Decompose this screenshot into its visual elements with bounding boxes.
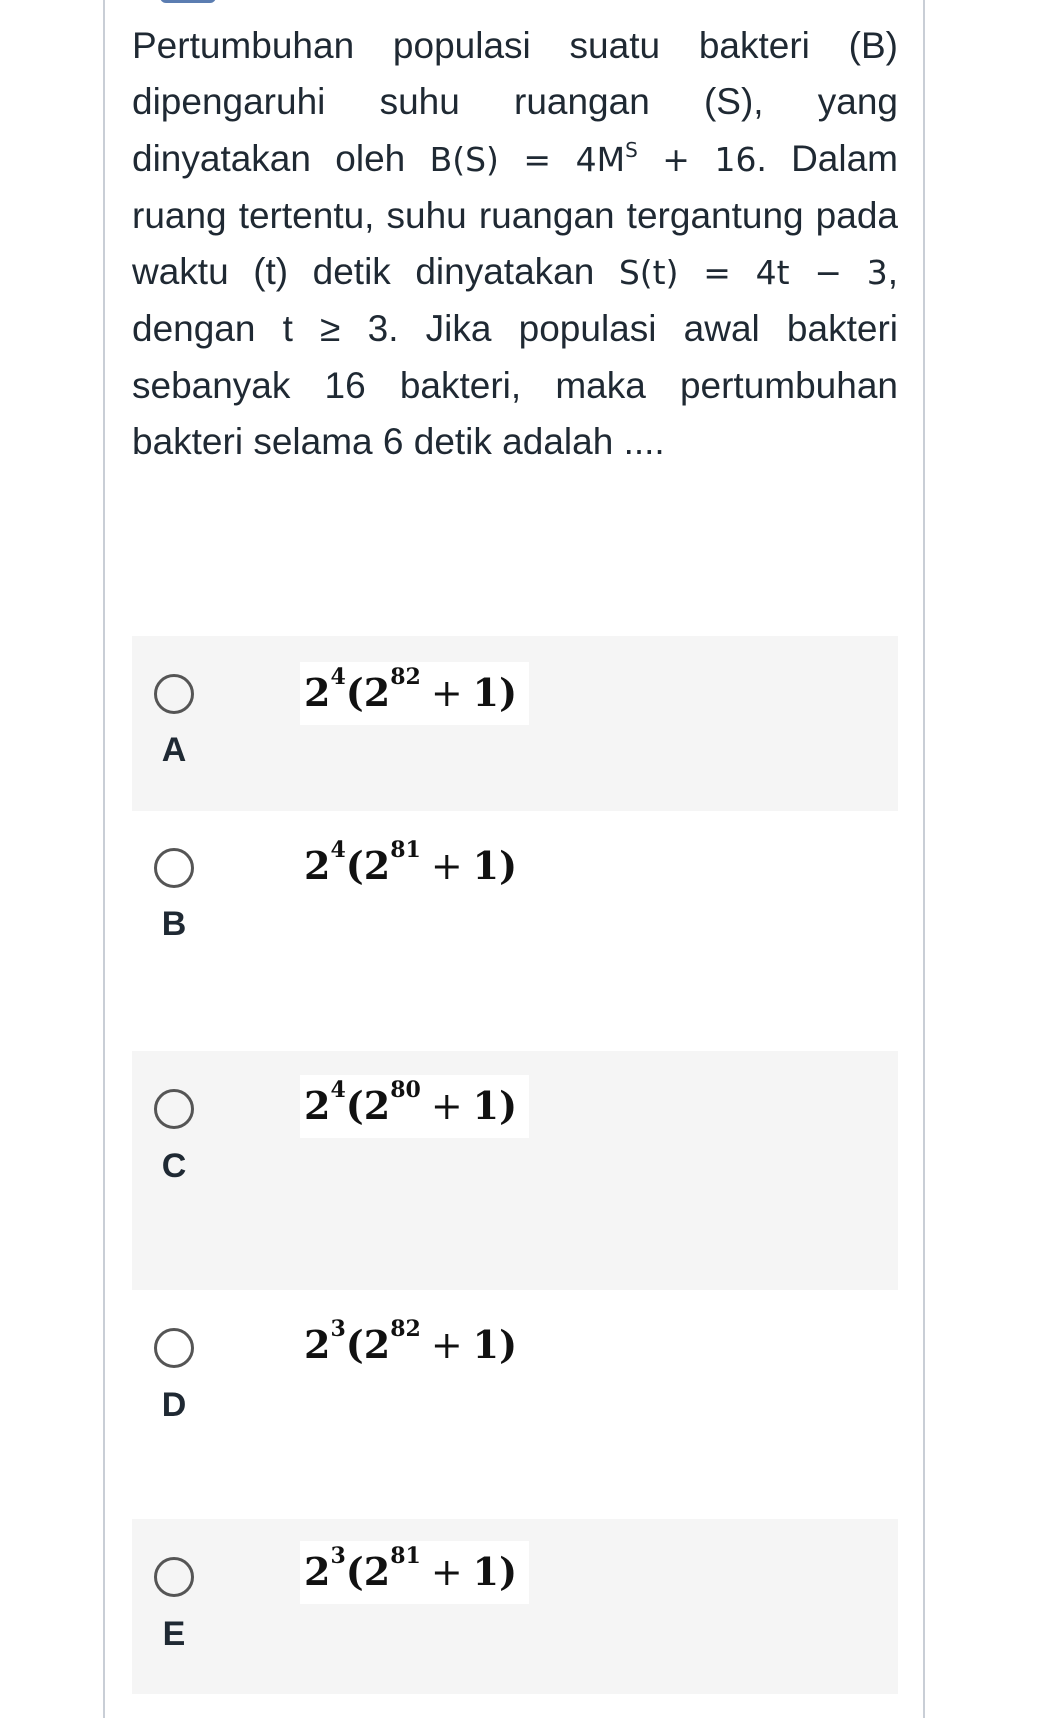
option-c[interactable]: [132, 1051, 898, 1290]
option-b-letter: B: [161, 905, 187, 943]
option-d[interactable]: [132, 1290, 898, 1519]
option-c-radio[interactable]: [154, 1089, 194, 1129]
option-b-radio[interactable]: [154, 848, 194, 888]
option-b-formula: $2^4(2^{81} + 1)$: [300, 835, 529, 898]
option-e-formula: $2^3(2^{81} + 1)$: [300, 1541, 529, 1604]
option-c-letter: C: [161, 1147, 187, 1185]
option-a-formula: $2^4(2^{82} + 1)$: [300, 662, 529, 725]
option-d-formula: $2^3(2^{82} + 1)$: [300, 1314, 529, 1377]
option-a[interactable]: [132, 636, 898, 811]
option-e[interactable]: [132, 1519, 898, 1694]
option-a-radio[interactable]: [154, 674, 194, 714]
card-top-tab: [160, 0, 216, 3]
formula-s-of-t: S(t) = 4t − 3: [618, 253, 888, 293]
option-b[interactable]: [132, 811, 898, 1051]
option-e-radio[interactable]: [154, 1557, 194, 1597]
option-d-letter: D: [161, 1386, 187, 1424]
option-c-formula: $2^4(2^{80} + 1)$: [300, 1075, 529, 1138]
question-text: Pertumbuhan populasi suatu bakteri (B) dipengaruhi suhu ruangan (S), yang dinyatakan oleh $B(S) = 4M^S + 16$. Dalam ruang tertentu, suhu ruangan tergantung pada waktu (t) detik dinyatakan S(t) = 4t − 3, dengan t ≥ 3. Jika populasi awal bakteri sebanyak 16 bakteri, maka pertumbuhan bakteri selama 6 detik adalah ....: [132, 25, 898, 463]
option-e-letter: E: [162, 1615, 186, 1653]
option-d-radio[interactable]: [154, 1328, 194, 1368]
formula-b-of-s: $B(S) = 4M^S + 16$: [429, 137, 757, 179]
option-a-letter: A: [161, 731, 187, 769]
